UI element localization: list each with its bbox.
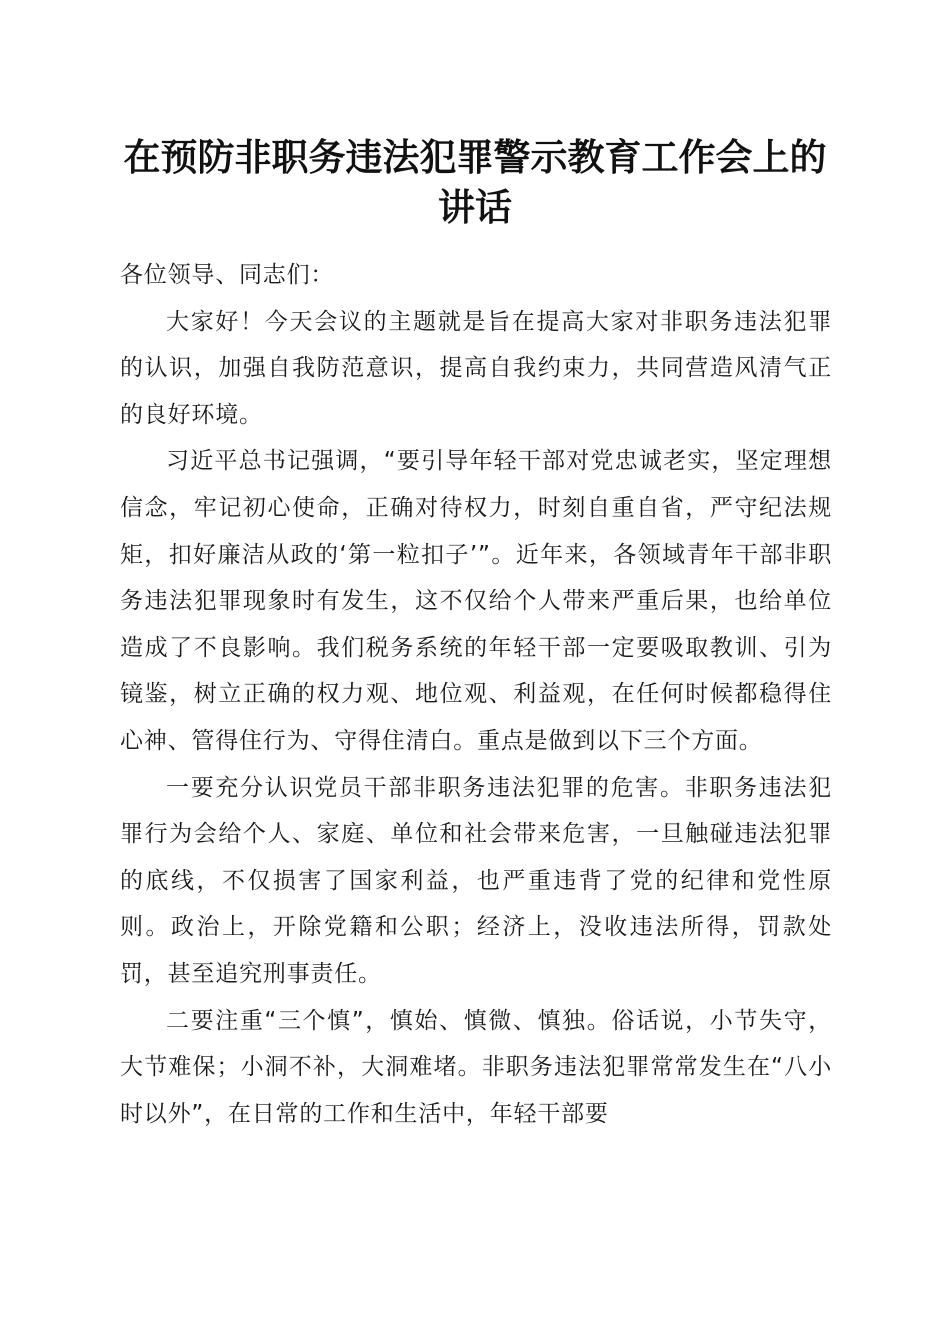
document-body bbox=[120, 252, 832, 1137]
paragraph-4: 二要注重“三个慎”，慎始、慎微、慎独。俗话说，小节失守，大节难保；小洞不补，大洞难堵。非职务违法犯罪常常发生在“八小时以外”，在日常的工作和生活中，年轻干部要 bbox=[120, 1007, 832, 1127]
paragraph-1: 大家好！今天会议的主题就是旨在提高大家对非职务违法犯罪的认识，加强自我防范意识，提高自我约束力，共同营造风清气正的良好环境。 bbox=[120, 308, 832, 428]
paragraph-2: 习近平总书记强调，“要引导年轻干部对党忠诚老实，坚定理想信念，牢记初心使命，正确对待权力，时刻自重自省，严守纪法规矩，扣好廉洁从政的‘第一粒扣子’”。近年来，各领域青年干部非职务违法犯罪现象时有发生，这不仅给个人带来严重后果，也给单位造成了不良影响。我们税务系统的年轻干部一定要吸取教训、引为镜鉴，树立正确的权力观、地位观、利益观，在任何时候都稳得住心神、管得住行为、守得住清白。重点是做到以下三个方面。 bbox=[120, 448, 832, 754]
salutation: 各位领导、同志们： bbox=[120, 262, 335, 288]
document-title: 在预防非职务违法犯罪警示教育工作会上的讲话 bbox=[123, 135, 827, 229]
paragraph-3: 一要充分认识党员干部非职务违法犯罪的危害。非职务违法犯罪行为会给个人、家庭、单位和社会带来危害，一旦触碰违法犯罪的底线，不仅损害了国家利益，也严重违背了党的纪律和党性原则。政治上，开除党籍和公职；经济上，没收违法所得，罚款处罚，甚至追究刑事责任。 bbox=[120, 774, 832, 987]
